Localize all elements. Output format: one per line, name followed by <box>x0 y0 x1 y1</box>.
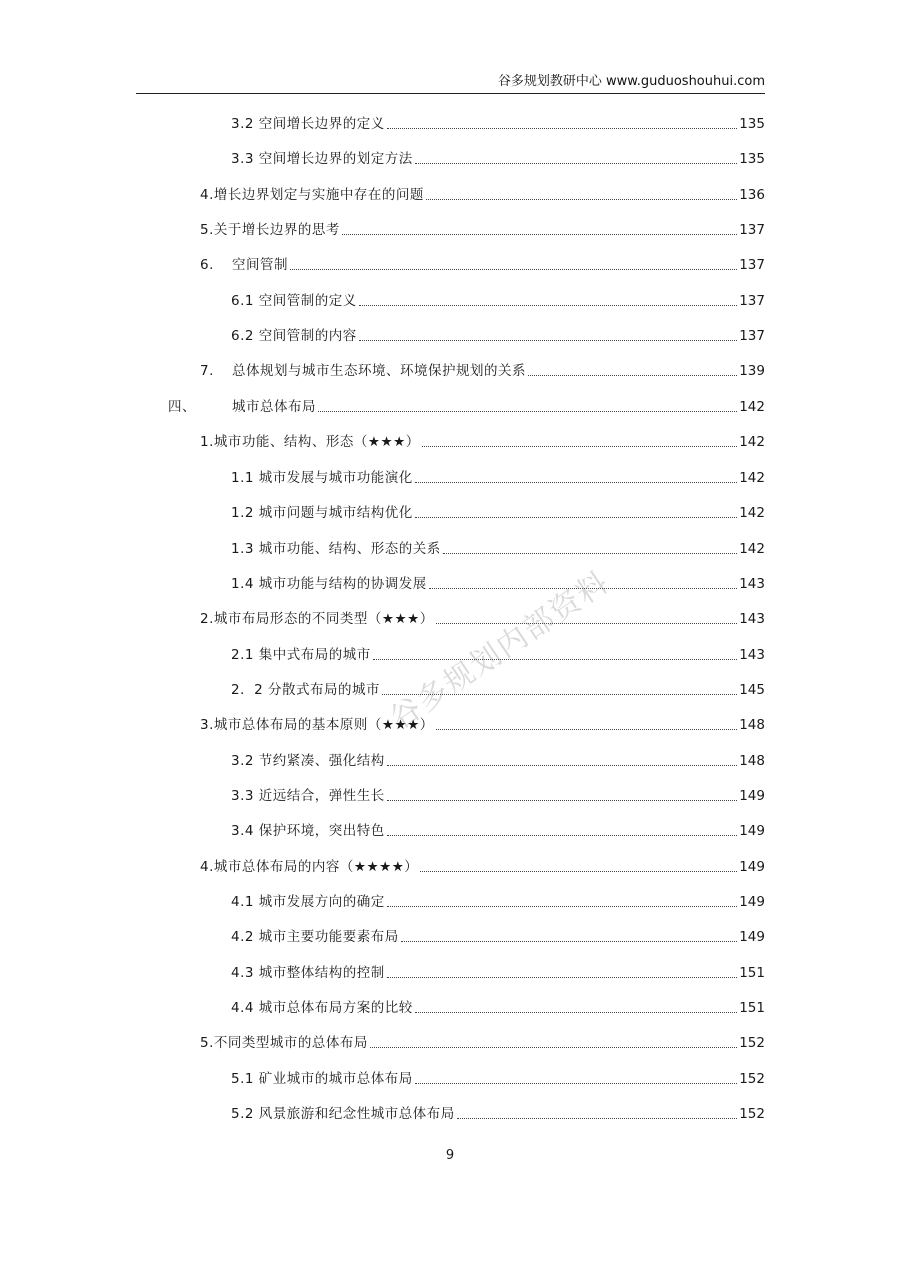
page-number: 9 <box>445 1148 455 1163</box>
toc-leader-dots <box>415 482 737 483</box>
toc-entry-page: 139 <box>739 363 765 379</box>
toc-entry-page: 135 <box>739 116 765 132</box>
toc-entry-label: 5.2 风景旅游和纪念性城市总体布局 <box>231 1106 455 1122</box>
toc-entry-page: 136 <box>739 187 765 203</box>
toc-entry-number: 四、 <box>168 399 196 415</box>
toc-entry[interactable] <box>231 746 765 770</box>
toc-leader-dots <box>415 163 737 164</box>
toc-entry[interactable] <box>231 569 765 593</box>
toc-entry-page: 142 <box>739 505 765 521</box>
toc-entry-label: 4.城市总体布局的内容（★★★★） <box>200 859 419 875</box>
toc-entry-page: 143 <box>739 647 765 663</box>
toc-entry-page: 149 <box>739 859 765 875</box>
toc-entry-page: 142 <box>739 541 765 557</box>
toc-entry-page: 149 <box>739 894 765 910</box>
toc-entry-label: 5.1 矿业城市的城市总体布局 <box>231 1071 413 1087</box>
toc-leader-dots <box>373 659 737 660</box>
toc-leader-dots <box>420 871 737 872</box>
toc-entry-label: 3.3 空间增长边界的划定方法 <box>231 151 413 167</box>
toc-leader-dots <box>415 517 737 518</box>
toc-entry[interactable] <box>200 427 765 451</box>
toc-entry-page: 152 <box>739 1106 765 1122</box>
toc-leader-dots <box>415 1012 737 1013</box>
toc-leader-dots <box>370 1047 737 1048</box>
toc-leader-dots <box>387 765 737 766</box>
toc-leader-dots <box>528 375 737 376</box>
toc-entry-page: 151 <box>739 965 765 981</box>
toc-entry[interactable] <box>200 710 765 734</box>
toc-leader-dots <box>426 199 737 200</box>
toc-entry-page: 152 <box>739 1035 765 1051</box>
toc-entry[interactable] <box>231 286 765 310</box>
toc-entry-number: 7. <box>200 363 214 379</box>
toc-leader-dots <box>443 553 737 554</box>
toc-entry-page: 137 <box>739 328 765 344</box>
toc-entry[interactable] <box>231 144 765 168</box>
toc-entry[interactable] <box>200 1028 765 1052</box>
toc-entry-label: 6.2 空间管制的内容 <box>231 328 357 344</box>
toc-leader-dots <box>387 977 737 978</box>
toc-entry-label: 3.2 节约紧凑、强化结构 <box>231 753 385 769</box>
toc-leader-dots <box>290 269 737 270</box>
toc-entry-page: 142 <box>739 399 765 415</box>
toc-leader-dots <box>436 729 738 730</box>
toc-entry[interactable] <box>231 1064 765 1088</box>
toc-entry-number: 6. <box>200 257 214 273</box>
toc-leader-dots <box>401 941 737 942</box>
toc-entry-page: 149 <box>739 929 765 945</box>
toc-entry-label: 2．2 分散式布局的城市 <box>231 682 380 698</box>
toc-entry[interactable] <box>231 1099 765 1123</box>
toc-leader-dots <box>415 1083 737 1084</box>
toc-entry-page: 137 <box>739 293 765 309</box>
toc-leader-dots <box>342 234 737 235</box>
toc-entry[interactable] <box>231 675 765 699</box>
toc-entry-label: 2.城市布局形态的不同类型（★★★） <box>200 611 434 627</box>
toc-entry-label: 5.不同类型城市的总体布局 <box>200 1035 368 1051</box>
toc-leader-dots <box>318 411 737 412</box>
toc-entry[interactable] <box>231 463 765 487</box>
toc-entry-page: 143 <box>739 576 765 592</box>
toc-leader-dots <box>387 800 737 801</box>
toc-entry-page: 148 <box>739 753 765 769</box>
toc-entry-label: 城市总体布局 <box>232 399 316 415</box>
toc-entry-page: 135 <box>739 151 765 167</box>
toc-entry[interactable] <box>200 250 765 274</box>
toc-entry-page: 149 <box>739 788 765 804</box>
toc-entry-page: 142 <box>739 470 765 486</box>
toc-entry-page: 145 <box>739 682 765 698</box>
toc-entry-page: 151 <box>739 1000 765 1016</box>
toc-entry-label: 4.增长边界划定与实施中存在的问题 <box>200 187 424 203</box>
toc-entry-label: 4.2 城市主要功能要素布局 <box>231 929 399 945</box>
toc-leader-dots <box>359 305 737 306</box>
toc-entry[interactable] <box>200 604 765 628</box>
toc-entry-label: 1.1 城市发展与城市功能演化 <box>231 470 413 486</box>
toc-entry[interactable] <box>231 887 765 911</box>
toc-entry-label: 总体规划与城市生态环境、环境保护规划的关系 <box>232 363 526 379</box>
toc-entry[interactable] <box>231 321 765 345</box>
toc-leader-dots <box>387 835 737 836</box>
toc-entry-label: 1.2 城市问题与城市结构优化 <box>231 505 413 521</box>
toc-entry-label: 4.1 城市发展方向的确定 <box>231 894 385 910</box>
toc-entry[interactable] <box>168 392 765 416</box>
toc-entry-label: 空间管制 <box>232 257 288 273</box>
toc-entry[interactable] <box>200 852 765 876</box>
toc-leader-dots <box>387 906 737 907</box>
toc-leader-dots <box>457 1118 737 1119</box>
toc-entry[interactable] <box>200 180 765 204</box>
toc-entry[interactable] <box>231 109 765 133</box>
toc-entry-label: 2.1 集中式布局的城市 <box>231 647 371 663</box>
toc-entry-page: 149 <box>739 823 765 839</box>
toc-entry-label: 3.4 保护环境，突出特色 <box>231 823 385 839</box>
toc-entry[interactable] <box>231 922 765 946</box>
toc-entry-label: 1.城市功能、结构、形态（★★★） <box>200 434 420 450</box>
toc-entry[interactable] <box>231 781 765 805</box>
toc-entry-label: 4.4 城市总体布局方案的比较 <box>231 1000 413 1016</box>
toc-entry[interactable] <box>231 958 765 982</box>
toc-entry[interactable] <box>231 993 765 1017</box>
toc-entry-label: 6.1 空间管制的定义 <box>231 293 357 309</box>
toc-entry-label: 1.3 城市功能、结构、形态的关系 <box>231 541 441 557</box>
toc-leader-dots <box>359 340 737 341</box>
toc-entry-label: 3.3 近远结合，弹性生长 <box>231 788 385 804</box>
toc-entry-page: 137 <box>739 222 765 238</box>
toc-entry[interactable] <box>200 215 765 239</box>
toc-entry[interactable] <box>231 534 765 558</box>
toc-entry-page: 143 <box>739 611 765 627</box>
watermark: 谷多规划内部资料 <box>384 564 616 737</box>
page-header: 谷多规划教研中心 www.guduoshouhui.com <box>497 74 765 89</box>
toc-entry-page: 137 <box>739 257 765 273</box>
toc-entry-label: 3.2 空间增长边界的定义 <box>231 116 385 132</box>
toc-entry[interactable] <box>200 356 765 380</box>
toc-leader-dots <box>422 446 738 447</box>
toc-entry-label: 1.4 城市功能与结构的协调发展 <box>231 576 427 592</box>
toc-entry-page: 142 <box>739 434 765 450</box>
toc-entry[interactable] <box>231 816 765 840</box>
toc-leader-dots <box>436 623 738 624</box>
toc-entry-page: 148 <box>739 717 765 733</box>
toc-entry-page: 152 <box>739 1071 765 1087</box>
toc-entry-label: 5.关于增长边界的思考 <box>200 222 340 238</box>
toc-leader-dots <box>387 128 737 129</box>
toc-entry-label: 4.3 城市整体结构的控制 <box>231 965 385 981</box>
toc-entry[interactable] <box>231 498 765 522</box>
toc-entry-label: 3.城市总体布局的基本原则（★★★） <box>200 717 434 733</box>
